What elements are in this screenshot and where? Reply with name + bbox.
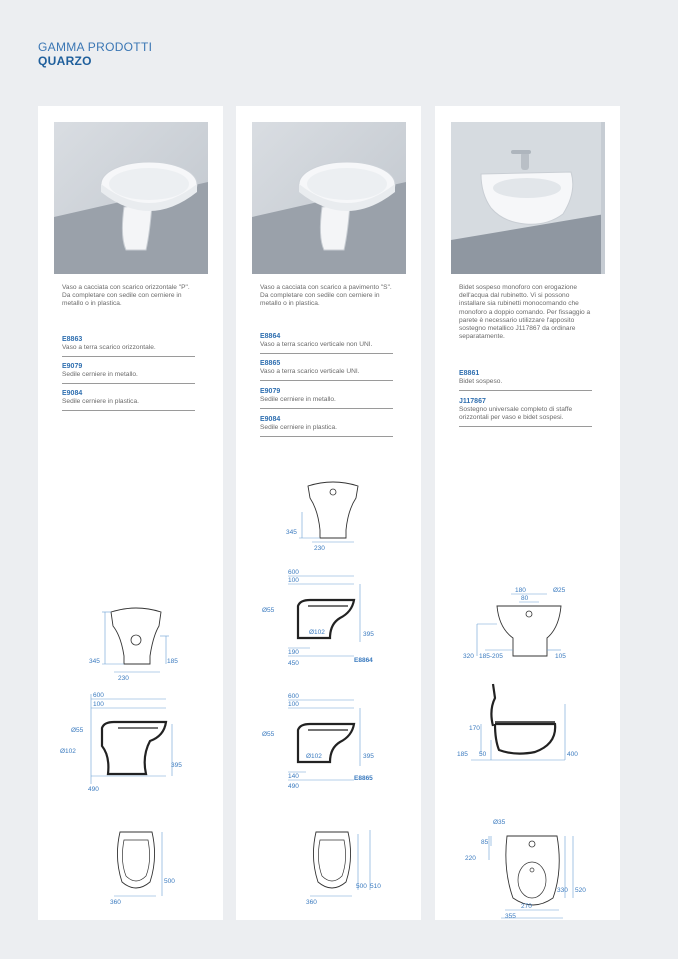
dim-label: 395 <box>171 762 182 769</box>
dim-label: Ø55 <box>262 607 275 614</box>
dim-label: 100 <box>288 701 299 708</box>
dim-label: 50 <box>479 751 487 758</box>
product-card-quarzo-s <box>236 106 421 920</box>
dim-label: Ø55 <box>71 727 84 734</box>
product-photo-wc-p <box>54 122 208 274</box>
technical-drawings <box>435 580 620 920</box>
page-header <box>38 40 152 68</box>
technical-drawings <box>236 472 421 912</box>
dim-label: Ø25 <box>553 587 566 594</box>
dim-label: 170 <box>469 725 480 732</box>
top-view-drawing <box>465 819 586 920</box>
dim-label: Ø35 <box>493 819 506 826</box>
product-code: E9079 <box>260 388 281 395</box>
product-text: Vaso a terra scarico orizzontale. <box>62 344 156 351</box>
product-description: Bidet sospeso monoforo con erogazione dell'acqua dal rubinetto. Vi si possono installare sia rubinetti monocomando che monoforo a doppio comando. Per fissaggio a parete è necessario utilizzare l'apposito sostegno metallico J117867 da ordinare separatamente. <box>459 284 591 341</box>
product-entry <box>260 359 393 381</box>
dim-label: 450 <box>288 660 299 667</box>
dim-label: 185 <box>167 658 178 665</box>
dim-label: 345 <box>286 529 297 536</box>
product-photo-bidet <box>451 122 605 274</box>
product-text: Sedile cerniere in metallo. <box>62 371 138 378</box>
dim-label: 500 <box>356 883 367 890</box>
range-title: GAMMA PRODOTTI <box>38 40 153 54</box>
front-view-drawing <box>286 482 358 552</box>
product-text: Sedile cerniere in metallo. <box>260 396 336 403</box>
dim-label: 270 <box>521 903 532 910</box>
product-card-quarzo-bidet <box>435 106 620 920</box>
product-entry <box>459 397 592 427</box>
product-code: E9084 <box>260 416 281 423</box>
dim-label: 345 <box>89 658 100 665</box>
dim-label: 400 <box>567 751 578 758</box>
dim-label: 230 <box>314 545 325 552</box>
product-code: E8861 <box>459 370 480 377</box>
dim-label: 360 <box>110 899 121 906</box>
dim-label: 320 <box>463 653 474 660</box>
dim-label: Ø102 <box>309 629 325 636</box>
top-view-drawing <box>306 830 381 906</box>
product-code: E9079 <box>62 363 83 370</box>
product-entry <box>260 387 393 409</box>
front-view-drawing <box>463 587 566 660</box>
dim-label: 510 <box>370 883 381 890</box>
dim-label: 220 <box>465 855 476 862</box>
side-view-drawing <box>60 692 182 793</box>
dim-label: 500 <box>164 878 175 885</box>
product-code: E8865 <box>260 360 281 367</box>
dim-label: 80 <box>521 595 529 602</box>
side-view-e8865-drawing <box>262 693 374 790</box>
product-description: Vaso a cacciata con scarico orizzontale "P". Da completare con sedile con cerniere in metallo o in plastica. <box>62 284 190 308</box>
product-entry <box>459 369 592 391</box>
dim-label: 180 <box>515 587 526 594</box>
product-text: Sedile cerniere in plastica. <box>260 424 337 431</box>
dim-label: Ø102 <box>60 748 76 755</box>
front-view-drawing <box>89 608 178 682</box>
dim-label: 600 <box>288 569 299 576</box>
product-text: Vaso a terra scarico verticale UNI. <box>260 368 360 375</box>
product-entry <box>260 415 393 437</box>
dim-label: 360 <box>306 899 317 906</box>
dim-label: 185-205 <box>479 653 503 660</box>
product-text: Bidet sospeso. <box>459 378 503 385</box>
product-photo-wc-s <box>252 122 406 274</box>
dim-label: Ø102 <box>306 753 322 760</box>
product-text: Sedile cerniere in plastica. <box>62 398 139 405</box>
dim-label: 100 <box>93 701 104 708</box>
dim-label: 230 <box>118 675 129 682</box>
dim-label: 85 <box>481 839 489 846</box>
dim-label: 105 <box>555 653 566 660</box>
dim-label: 600 <box>288 693 299 700</box>
drawing-code-label: E8865 <box>354 775 373 782</box>
side-view-drawing <box>457 684 578 760</box>
dim-label: 140 <box>288 773 299 780</box>
product-entry <box>62 389 195 411</box>
dim-label: Ø55 <box>262 731 275 738</box>
drawing-code-label: E8864 <box>354 657 373 664</box>
dim-label: 185 <box>457 751 468 758</box>
series-title: QUARZO <box>38 54 92 68</box>
product-entry <box>62 362 195 384</box>
product-code: E8864 <box>260 333 281 340</box>
dim-label: 395 <box>363 631 374 638</box>
dim-label: 190 <box>288 649 299 656</box>
product-code: E9084 <box>62 390 83 397</box>
product-card-quarzo-p <box>38 106 223 920</box>
dim-label: 395 <box>363 753 374 760</box>
dim-label: 600 <box>93 692 104 699</box>
product-text: Sostegno universale completo di staffe orizzontali per vaso e bidet sospesi. <box>459 406 573 421</box>
product-text: Vaso a terra scarico verticale non UNI. <box>260 341 373 348</box>
dim-label: 490 <box>88 786 99 793</box>
side-view-e8864-drawing <box>262 569 374 667</box>
dim-label: 520 <box>575 887 586 894</box>
technical-drawings <box>38 596 223 906</box>
dim-label: 355 <box>505 913 516 920</box>
top-view-drawing <box>110 832 175 906</box>
product-code: J117867 <box>459 398 486 405</box>
product-entry <box>260 332 393 354</box>
dim-label: 330 <box>557 887 568 894</box>
product-code: E8863 <box>62 336 83 343</box>
dim-label: 490 <box>288 783 299 790</box>
dim-label: 100 <box>288 577 299 584</box>
product-entry <box>62 335 195 357</box>
product-description: Vaso a cacciata con scarico a pavimento "S". Da completare con sedile con cerniere in metallo o in plastica. <box>260 284 392 308</box>
